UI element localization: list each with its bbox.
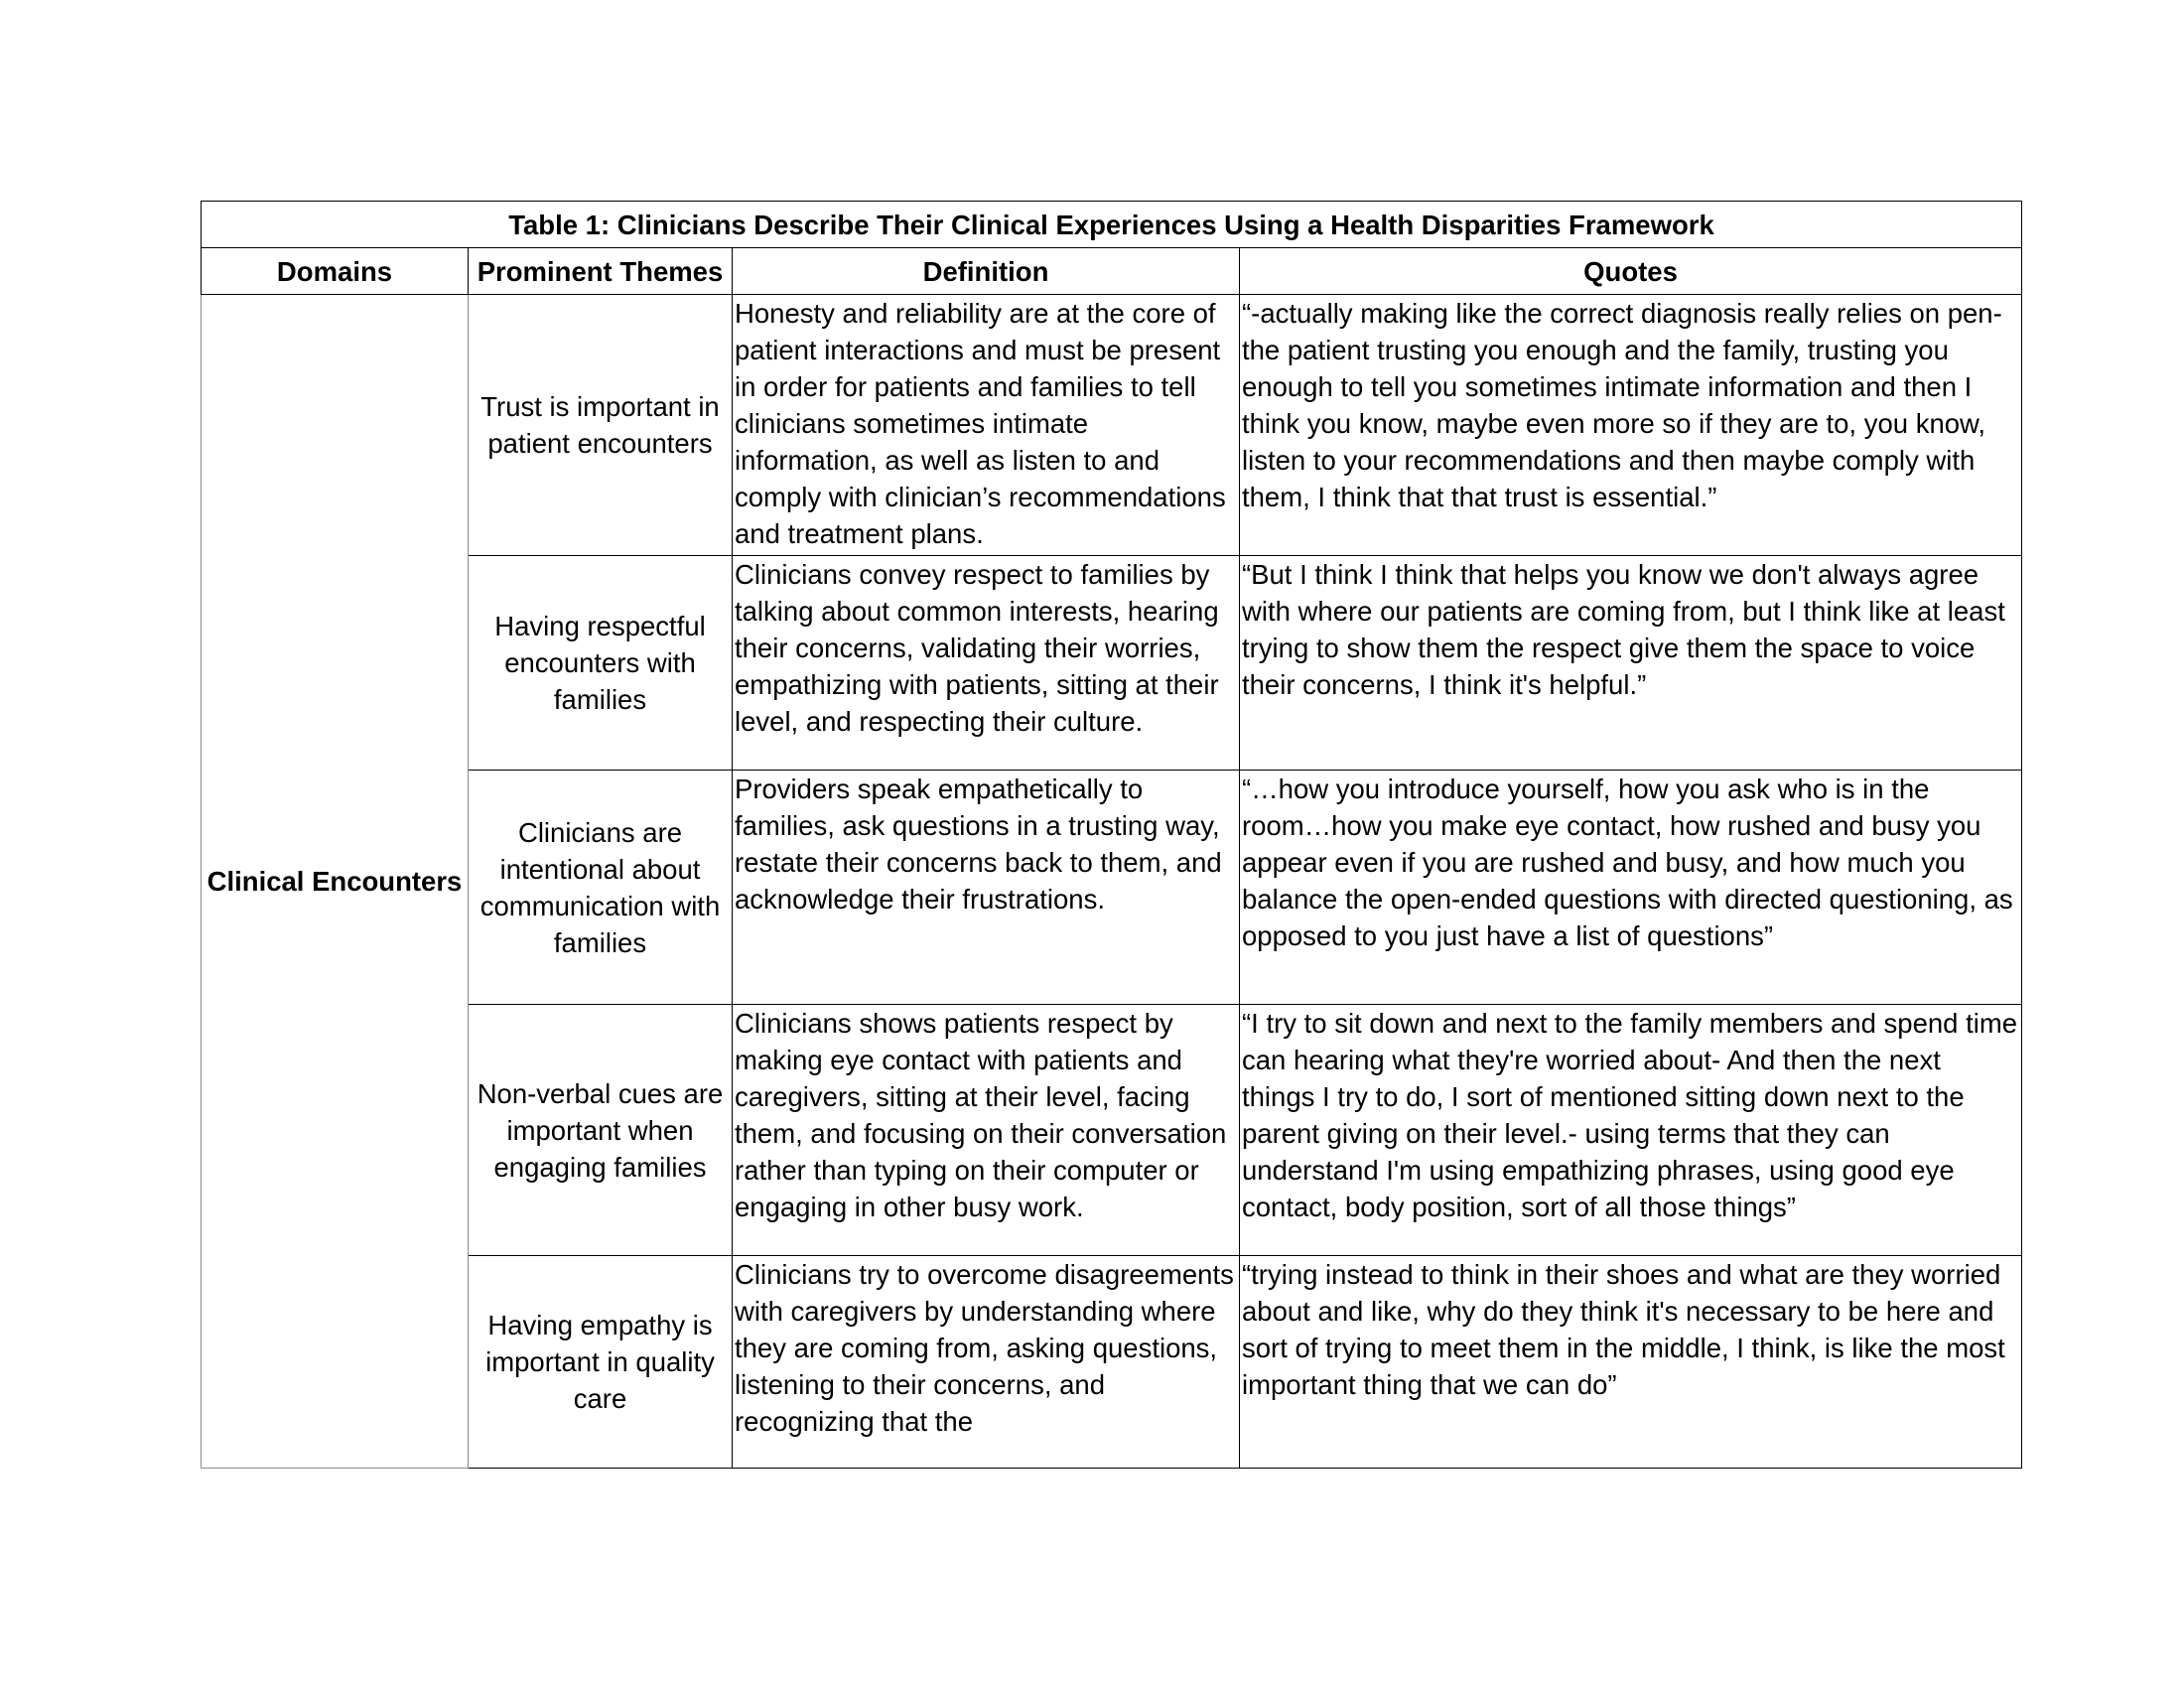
table-row [202, 556, 2022, 771]
quote-cell: “-actually making like the correct diagnosis really relies on pen- the patient trusting you enough and the family, trusting you enough to tell you sometimes intimate information and then I think you know, maybe even more so if they are to, you know, listen to your recommendations and then maybe comply with them, I think that that trust is essential.” [1240, 295, 2022, 556]
table-row [202, 1005, 2022, 1256]
table-row [202, 295, 2022, 556]
table-row [202, 1256, 2022, 1469]
theme-cell: Clinicians are intentional about communication with families [469, 771, 733, 1005]
definition-cell: Honesty and reliability are at the core of patient interactions and must be present in order for patients and families to tell clinicians sometimes intimate information, as well as listen to and comply with clinician’s recommendations and treatment plans. [733, 295, 1240, 556]
domain-cell: Clinical Encounters [202, 295, 469, 1469]
definition-cell: Clinicians try to overcome disagreements with caregivers by understanding where they are coming from, asking questions, listening to their concerns, and recognizing that the [733, 1256, 1240, 1469]
definition-cell: Clinicians shows patients respect by making eye contact with patients and caregivers, sitting at their level, facing them, and focusing on their conversation rather than typing on their computer or engaging in other busy work. [733, 1005, 1240, 1256]
table-title: Table 1: Clinicians Describe Their Clinical Experiences Using a Health Disparities Framework [202, 202, 2022, 248]
table-header-row [202, 248, 2022, 295]
definition-cell: Providers speak empathetically to families, ask questions in a trusting way, restate their concerns back to them, and acknowledge their frustrations. [733, 771, 1240, 1005]
quote-cell: “trying instead to think in their shoes and what are they worried about and like, why do they think it's necessary to be here and sort of trying to meet them in the middle, I think, is like the most important thing that we can do” [1240, 1256, 2022, 1469]
quote-cell: “I try to sit down and next to the family members and spend time can hearing what they're worried about- And then the next things I try to do, I sort of mentioned sitting down next to the parent giving on their level.- using terms that they can understand I'm using empathizing phrases, using good eye contact, body position, sort of all those things” [1240, 1005, 2022, 1256]
theme-cell: Non-verbal cues are important when engaging families [469, 1005, 733, 1256]
header-themes: Prominent Themes [469, 248, 733, 295]
header-definition: Definition [733, 248, 1240, 295]
quote-cell: “…how you introduce yourself, how you ask who is in the room…how you make eye contact, how rushed and busy you appear even if you are rushed and busy, and how much you balance the open-ended questions with directed questioning, as opposed to you just have a list of questions” [1240, 771, 2022, 1005]
theme-cell: Trust is important in patient encounters [469, 295, 733, 556]
definition-cell: Clinicians convey respect to families by talking about common interests, hearing their concerns, validating their worries, empathizing with patients, sitting at their level, and respecting their culture. [733, 556, 1240, 771]
quote-cell: “But I think I think that helps you know we don't always agree with where our patients are coming from, but I think like at least trying to show them the respect give them the space to voice their concerns, I think it's helpful.” [1240, 556, 2022, 771]
table-title-row [202, 202, 2022, 248]
theme-cell: Having respectful encounters with families [469, 556, 733, 771]
header-domains: Domains [202, 248, 469, 295]
table-row [202, 771, 2022, 1005]
header-quotes: Quotes [1240, 248, 2022, 295]
theme-cell: Having empathy is important in quality care [469, 1256, 733, 1469]
themes-table [201, 201, 2022, 1469]
